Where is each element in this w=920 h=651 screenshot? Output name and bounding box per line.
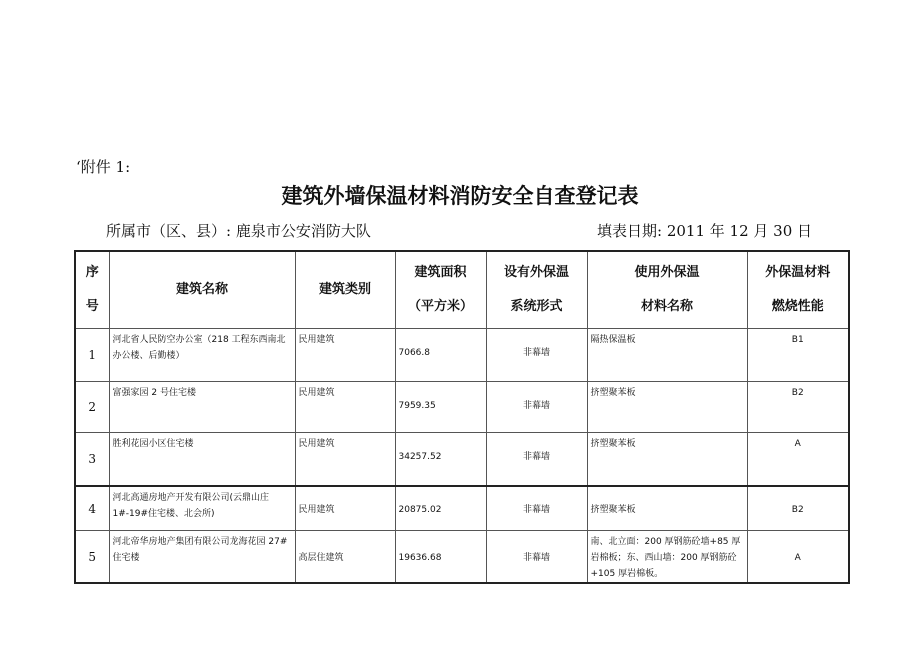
row-grade: A bbox=[747, 531, 849, 584]
row-category: 高层住建筑 bbox=[295, 531, 395, 584]
table-row bbox=[75, 486, 849, 531]
col-header-area: 建筑面积 （平方米） bbox=[395, 251, 486, 329]
row-material: 南、北立面：200 厚钢筋砼墙+85 厚岩棉板；东、西山墙：200 厚钢筋砼+105 厚岩棉板。 bbox=[587, 531, 747, 584]
row-area: 19636.68 bbox=[395, 531, 486, 584]
row-area: 34257.52 bbox=[395, 433, 486, 487]
fill-date-label: 填表日期: 2011 年 12 月 30 日 bbox=[597, 222, 813, 240]
col-header-grade: 外保温材料 燃烧性能 bbox=[747, 251, 849, 329]
row-material: 挤塑聚苯板 bbox=[587, 433, 747, 487]
row-system: 非幕墙 bbox=[486, 433, 587, 487]
registration-table bbox=[74, 250, 850, 584]
table-row bbox=[75, 531, 849, 584]
table-row bbox=[75, 433, 849, 487]
row-building-name: 胜利花园小区住宅楼 bbox=[109, 433, 295, 487]
row-grade: B2 bbox=[747, 382, 849, 433]
row-no: 2 bbox=[75, 382, 109, 433]
row-building-name: 河北帝华房地产集团有限公司龙海花园 27#住宅楼 bbox=[109, 531, 295, 584]
row-system: 非幕墙 bbox=[486, 382, 587, 433]
row-no: 1 bbox=[75, 329, 109, 382]
row-system: 非幕墙 bbox=[486, 486, 587, 531]
row-material: 隔热保温板 bbox=[587, 329, 747, 382]
row-category: 民用建筑 bbox=[295, 329, 395, 382]
table-header-row bbox=[75, 251, 849, 329]
attachment-label: ‘附件 1: bbox=[76, 158, 131, 176]
row-system: 非幕墙 bbox=[486, 531, 587, 584]
row-grade: A bbox=[747, 433, 849, 487]
row-material: 挤塑聚苯板 bbox=[587, 486, 747, 531]
row-area: 7959.35 bbox=[395, 382, 486, 433]
row-building-name: 河北高通房地产开发有限公司(云鼎山庄 1#-19#住宅楼、北会所) bbox=[109, 486, 295, 531]
row-grade: B1 bbox=[747, 329, 849, 382]
col-header-material: 使用外保温 材料名称 bbox=[587, 251, 747, 329]
row-category: 民用建筑 bbox=[295, 382, 395, 433]
row-category: 民用建筑 bbox=[295, 486, 395, 531]
row-no: 3 bbox=[75, 433, 109, 487]
col-header-system: 设有外保温 系统形式 bbox=[486, 251, 587, 329]
table-row bbox=[75, 329, 849, 382]
col-header-no: 序 号 bbox=[75, 251, 109, 329]
row-area: 20875.02 bbox=[395, 486, 486, 531]
table-row bbox=[75, 382, 849, 433]
row-category: 民用建筑 bbox=[295, 433, 395, 487]
row-building-name: 河北省人民防空办公室（218 工程东西南北办公楼、后勤楼） bbox=[109, 329, 295, 382]
row-system: 非幕墙 bbox=[486, 329, 587, 382]
row-area: 7066.8 bbox=[395, 329, 486, 382]
document-title: 建筑外墙保温材料消防安全自查登记表 bbox=[281, 184, 639, 208]
col-header-name: 建筑名称 bbox=[109, 251, 295, 329]
row-building-name: 富强家园 2 号住宅楼 bbox=[109, 382, 295, 433]
row-no: 4 bbox=[75, 486, 109, 531]
row-no: 5 bbox=[75, 531, 109, 584]
district-label: 所属市（区、县）: 鹿泉市公安消防大队 bbox=[106, 222, 371, 240]
row-grade: B2 bbox=[747, 486, 849, 531]
col-header-category: 建筑类别 bbox=[295, 251, 395, 329]
row-material: 挤塑聚苯板 bbox=[587, 382, 747, 433]
